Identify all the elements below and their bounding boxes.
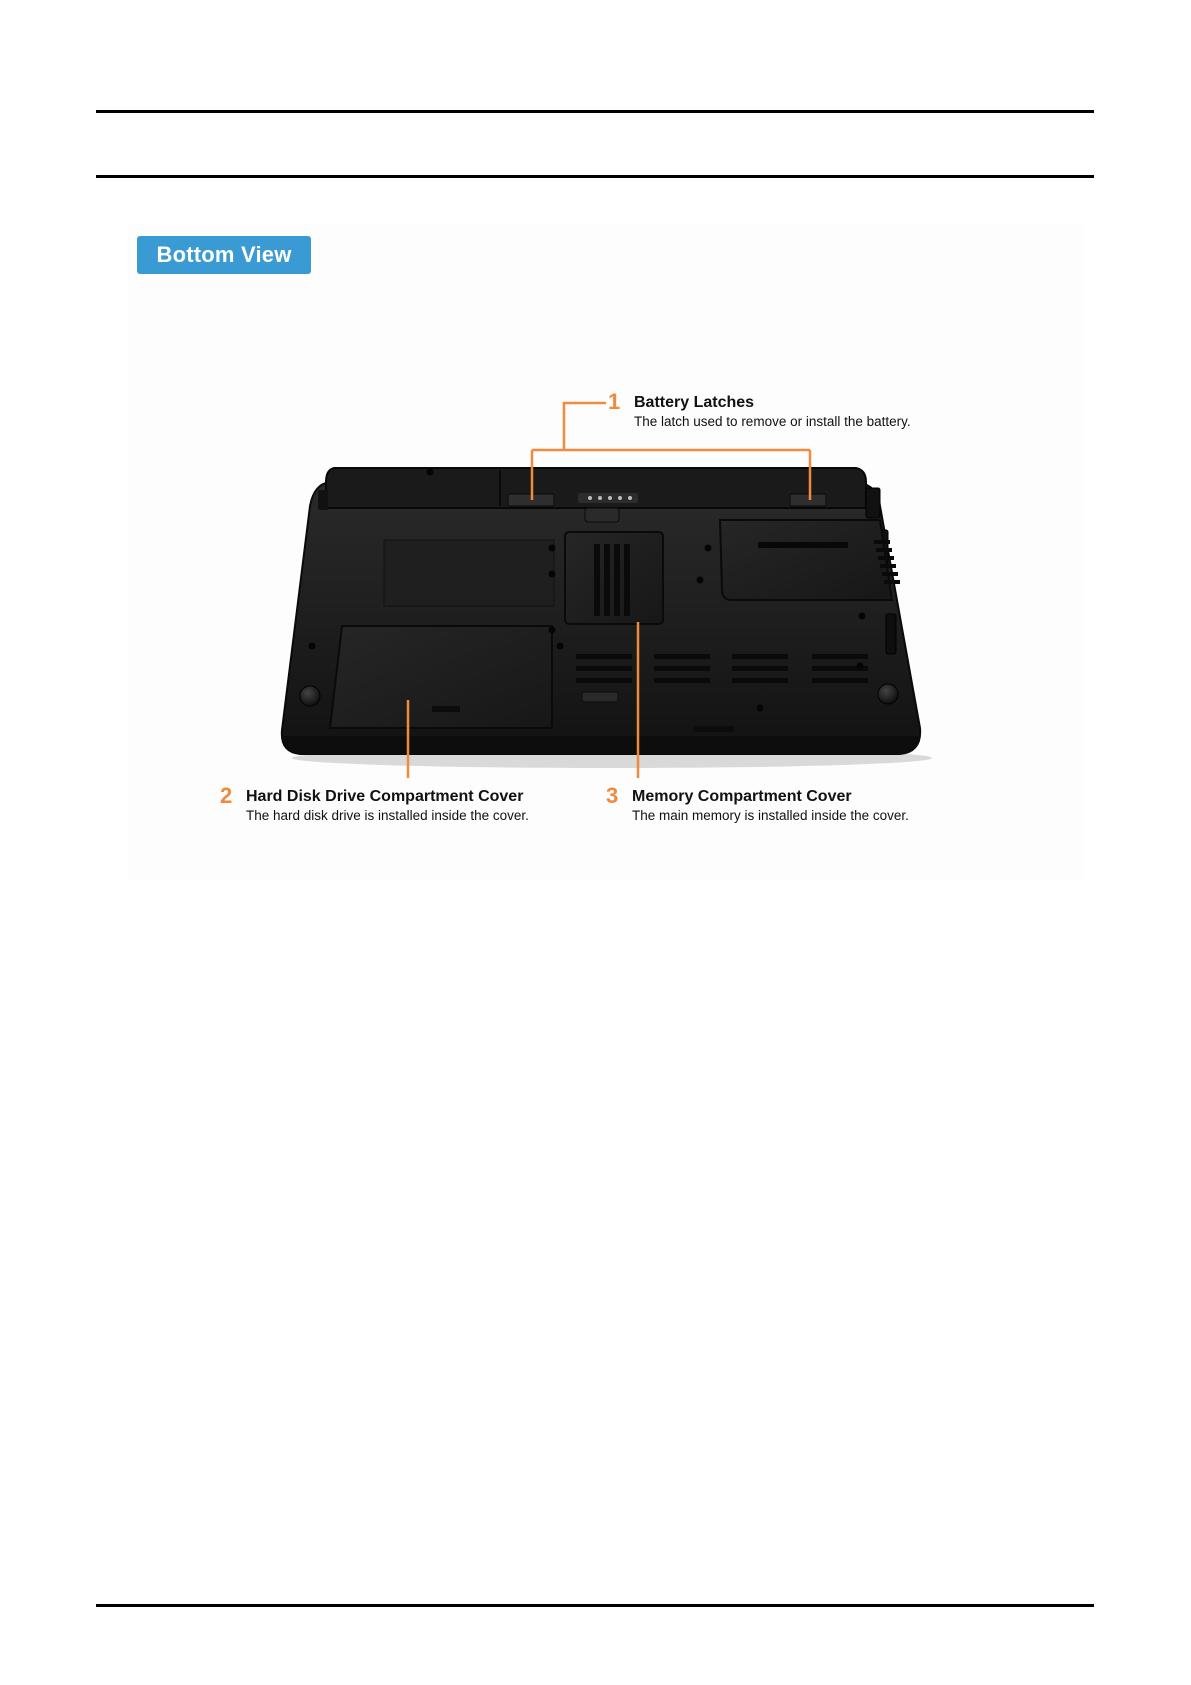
- bottom-hatch: [582, 692, 618, 702]
- fan-vents: [758, 542, 848, 548]
- battery-latch-right: [790, 494, 826, 506]
- bottom-slot: [694, 726, 734, 732]
- side-port-1: [866, 488, 880, 518]
- laptop-edge: [284, 736, 920, 754]
- callout-description: The latch used to remove or install the battery.: [634, 414, 911, 429]
- callout-number: 3: [606, 783, 619, 808]
- callout-number: 2: [220, 783, 233, 808]
- hdd-label-slot: [432, 706, 460, 712]
- callout-number: 1: [608, 389, 621, 414]
- leader-line-1: [564, 403, 606, 450]
- side-port-3: [886, 614, 896, 654]
- callout-title: Battery Latches: [634, 394, 755, 411]
- rubber-foot-right: [878, 684, 898, 704]
- fan-cover: [720, 520, 892, 600]
- footer-rule: [96, 1604, 1094, 1607]
- side-port-left: [318, 490, 328, 510]
- hdd-cover: [330, 626, 552, 728]
- battery-lock-tab: [585, 508, 619, 522]
- upper-left-panel: [384, 540, 554, 606]
- callout-description: The hard disk drive is installed inside the cover.: [246, 808, 529, 823]
- rubber-foot-left: [300, 686, 320, 706]
- callout-title: Memory Compartment Cover: [632, 788, 852, 805]
- callout-title: Hard Disk Drive Compartment Cover: [246, 788, 524, 805]
- callout-description: The main memory is installed inside the cover.: [632, 808, 909, 823]
- section-badge: Bottom View: [137, 236, 311, 274]
